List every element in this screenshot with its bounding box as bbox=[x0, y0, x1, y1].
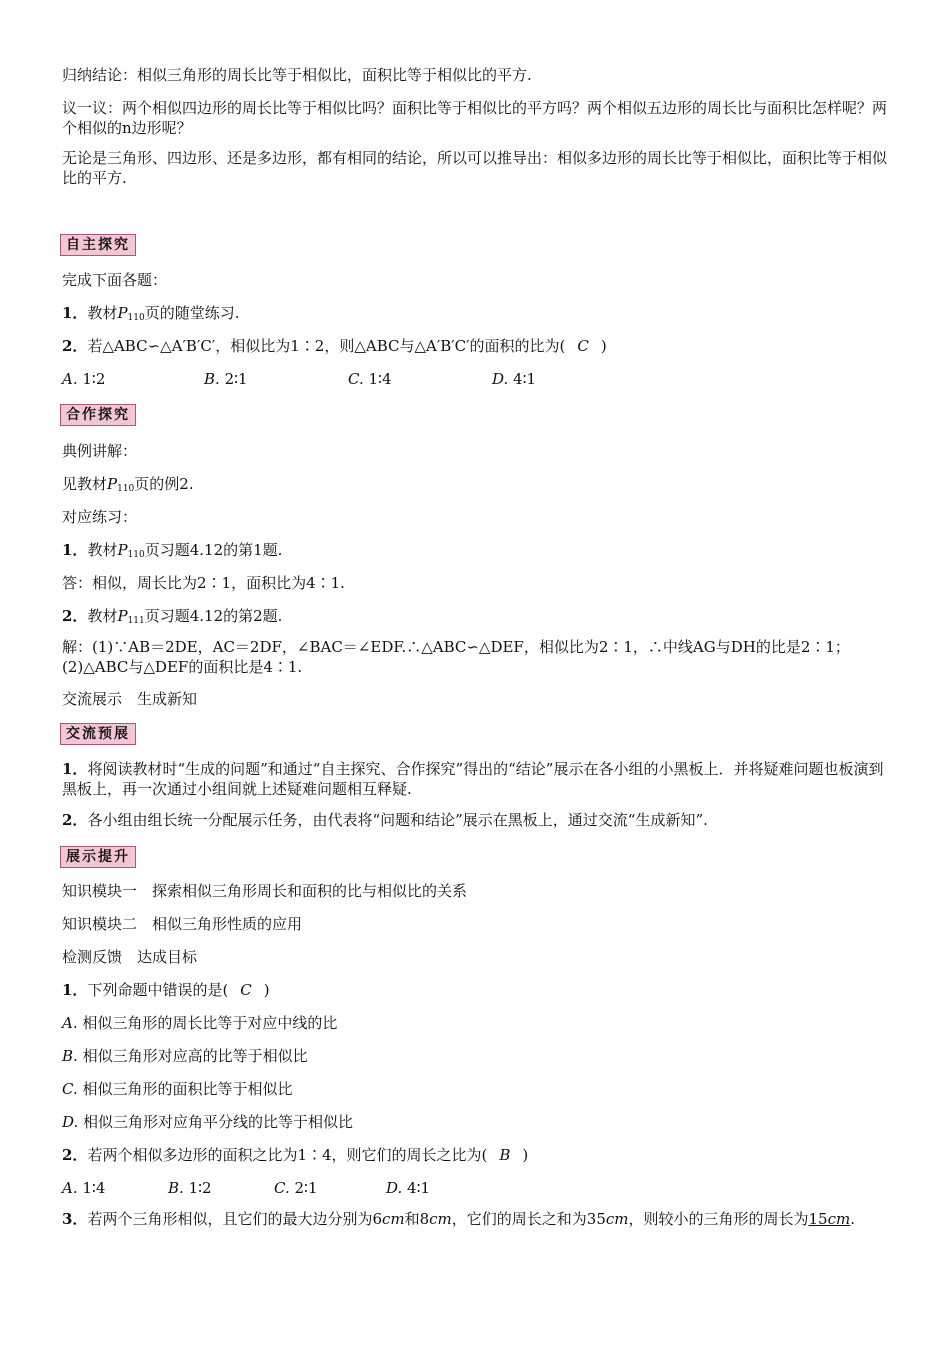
q1-stem: 下列命题中错误的是( bbox=[87, 981, 229, 999]
practice-1 bbox=[62, 541, 892, 564]
q2-answer: B bbox=[499, 1146, 511, 1164]
option-b bbox=[168, 1179, 274, 1197]
practice-2 bbox=[62, 607, 892, 630]
q1-option-d bbox=[62, 1113, 892, 1131]
option-text: 相似三角形对应角平分线的比等于相似比 bbox=[83, 1113, 354, 1131]
practice-lead: 对应练习： bbox=[62, 508, 138, 526]
section-title-exchange-show: 交流展示 生成新知 bbox=[62, 690, 198, 708]
item-text: 将阅读教材时“生成的问题”和通过“自主探究、合作探究”得出的“结论”展示在各小组的小黑板上．并将疑难问题也板演到黑板上，再一次通过小组间就上述疑难问题相互释疑. bbox=[62, 760, 884, 798]
option-a bbox=[62, 370, 204, 388]
page-ref-letter: P bbox=[117, 304, 128, 322]
q1-close: ) bbox=[263, 981, 270, 999]
self-explore-q2 bbox=[62, 337, 892, 355]
option-a bbox=[62, 1179, 168, 1197]
p2-post: 页习题4.12的第2题. bbox=[144, 607, 283, 625]
q3-text-d: ，则较小的三角形的周长为 bbox=[628, 1210, 809, 1228]
exchange-item-2 bbox=[62, 811, 892, 829]
page-ref-number: 111 bbox=[127, 616, 145, 626]
p2-pre: 教材 bbox=[87, 607, 118, 625]
page-ref-letter: P bbox=[117, 541, 128, 559]
option-text: 相似三角形的周长比等于对应中线的比 bbox=[82, 1014, 338, 1032]
q2-close: ) bbox=[600, 337, 607, 355]
option-text: 2∶1 bbox=[294, 1179, 318, 1197]
option-text: 2∶1 bbox=[224, 370, 248, 388]
section-badge-exchange: 交流预展 bbox=[60, 723, 136, 745]
p1-pre: 教材 bbox=[87, 541, 118, 559]
option-letter: C. bbox=[62, 1080, 78, 1098]
knowledge-module-1: 知识模块一 探索相似三角形周长和面积的比与相似比的关系 bbox=[62, 882, 468, 900]
page-ref-number: 110 bbox=[117, 484, 135, 494]
q2-stem: 若两个相似多边形的面积之比为1∶4，则它们的周长之比为( bbox=[87, 1146, 488, 1164]
option-text: 1∶2 bbox=[188, 1179, 212, 1197]
q1-text-post: 页的随堂练习. bbox=[144, 304, 240, 322]
option-letter: B. bbox=[168, 1179, 184, 1197]
q3-text-c: ，它们的周长之和为35 bbox=[451, 1210, 606, 1228]
exchange-item-1 bbox=[62, 759, 890, 799]
practice-1-answer: 答：相似，周长比为2∶1，面积比为4∶1. bbox=[62, 574, 345, 592]
question-number: 1． bbox=[62, 304, 88, 322]
question-number: 2． bbox=[62, 607, 88, 625]
question-number: 2． bbox=[62, 1146, 88, 1164]
feedback-q3 bbox=[62, 1209, 890, 1229]
q3-end: . bbox=[850, 1210, 856, 1228]
q1-option-b bbox=[62, 1047, 892, 1065]
coop-example bbox=[62, 475, 892, 498]
self-explore-lead: 完成下面各题： bbox=[62, 271, 168, 289]
feedback-title: 检测反馈 达成目标 bbox=[62, 948, 198, 966]
unit: cm bbox=[605, 1210, 629, 1228]
q2-stem: 若△ABC∽△A′B′C′，相似比为1∶2，则△ABC与△A′B′C′的面积的比为( bbox=[87, 337, 566, 355]
question-number: 1． bbox=[62, 541, 88, 559]
derive-text: 无论是三角形、四边形、还是多边形，都有相同的结论，所以可以推导出：相似多边形的周长比等于相似比，面积比等于相似比的平方. bbox=[62, 149, 888, 187]
option-letter: A. bbox=[62, 1179, 78, 1197]
option-text: 1∶4 bbox=[368, 370, 392, 388]
option-text: 相似三角形对应高的比等于相似比 bbox=[82, 1047, 308, 1065]
item-number: 2． bbox=[62, 811, 88, 829]
page-ref-letter: P bbox=[107, 475, 118, 493]
feedback-q2 bbox=[62, 1146, 892, 1164]
q1-answer: C bbox=[240, 981, 252, 999]
section-badge-coop-explore: 合作探究 bbox=[60, 404, 136, 426]
question-number: 2． bbox=[62, 337, 88, 355]
page-ref-letter: P bbox=[117, 607, 128, 625]
self-explore-q1 bbox=[62, 304, 892, 327]
option-letter: B. bbox=[204, 370, 220, 388]
question-number: 1． bbox=[62, 981, 88, 999]
example-pre: 见教材 bbox=[62, 475, 108, 493]
page-ref-number: 110 bbox=[127, 550, 145, 560]
p1-post: 页习题4.12的第1题. bbox=[144, 541, 283, 559]
option-b bbox=[204, 370, 348, 388]
coop-lead: 典例讲解： bbox=[62, 442, 138, 460]
unit: cm bbox=[429, 1210, 452, 1228]
page-ref-number: 110 bbox=[127, 313, 145, 323]
option-c bbox=[348, 370, 492, 388]
q1-option-c bbox=[62, 1080, 892, 1098]
option-text: 4∶1 bbox=[407, 1179, 431, 1197]
option-letter: C. bbox=[348, 370, 364, 388]
practice-2-solution: 解：(1)∵AB＝2DE，AC＝2DF，∠BAC＝∠EDF.∴△ABC∽△DEF，相似比为2∶1，∴中线AG与DH的比是2∶1；(2)△ABC与△DEF的面积比是4∶1. bbox=[62, 638, 850, 676]
answer-number: 15 bbox=[808, 1210, 828, 1228]
section-badge-self-explore: 自主探究 bbox=[60, 234, 136, 256]
option-text: 1∶2 bbox=[82, 370, 106, 388]
option-d bbox=[386, 1179, 486, 1197]
option-letter: D. bbox=[62, 1113, 79, 1131]
item-text: 各小组由组长统一分配展示任务，由代表将“问题和结论”展示在黑板上，通过交流“生成新知”. bbox=[87, 811, 708, 829]
option-letter: A. bbox=[62, 370, 78, 388]
example-post: 页的例2. bbox=[134, 475, 194, 493]
unit: cm bbox=[381, 1210, 405, 1228]
discuss-text: 议一议：两个相似四边形的周长比等于相似比吗？面积比等于相似比的平方吗？两个相似五边形的周长比与面积比怎样呢？两个相似的n边形呢？ bbox=[62, 99, 888, 137]
feedback-q2-options bbox=[62, 1179, 892, 1197]
answer-unit: cm bbox=[827, 1210, 851, 1228]
knowledge-module-2: 知识模块二 相似三角形性质的应用 bbox=[62, 915, 303, 933]
conclusion-text: 归纳结论：相似三角形的周长比等于相似比，面积比等于相似比的平方. bbox=[62, 66, 532, 84]
option-letter: D. bbox=[386, 1179, 403, 1197]
option-letter: C. bbox=[274, 1179, 290, 1197]
option-c bbox=[274, 1179, 386, 1197]
q3-text-b: 和8 bbox=[404, 1210, 430, 1228]
q3-text-a: 若两个三角形相似，且它们的最大边分别为6 bbox=[87, 1210, 382, 1228]
self-explore-q2-options bbox=[62, 370, 892, 388]
section-badge-show: 展示提升 bbox=[60, 846, 136, 868]
q1-option-a bbox=[62, 1014, 892, 1032]
option-letter: A. bbox=[62, 1014, 78, 1032]
option-text: 4∶1 bbox=[513, 370, 537, 388]
option-text: 1∶4 bbox=[82, 1179, 106, 1197]
q2-answer: C bbox=[577, 337, 589, 355]
q3-answer bbox=[809, 1210, 851, 1228]
feedback-q1 bbox=[62, 981, 892, 999]
q2-close: ) bbox=[522, 1146, 529, 1164]
option-letter: D. bbox=[492, 370, 509, 388]
option-text: 相似三角形的面积比等于相似比 bbox=[82, 1080, 293, 1098]
option-d bbox=[492, 370, 592, 388]
option-letter: B. bbox=[62, 1047, 78, 1065]
q1-text-pre: 教材 bbox=[87, 304, 118, 322]
question-number: 3． bbox=[62, 1210, 88, 1228]
item-number: 1． bbox=[62, 760, 88, 778]
